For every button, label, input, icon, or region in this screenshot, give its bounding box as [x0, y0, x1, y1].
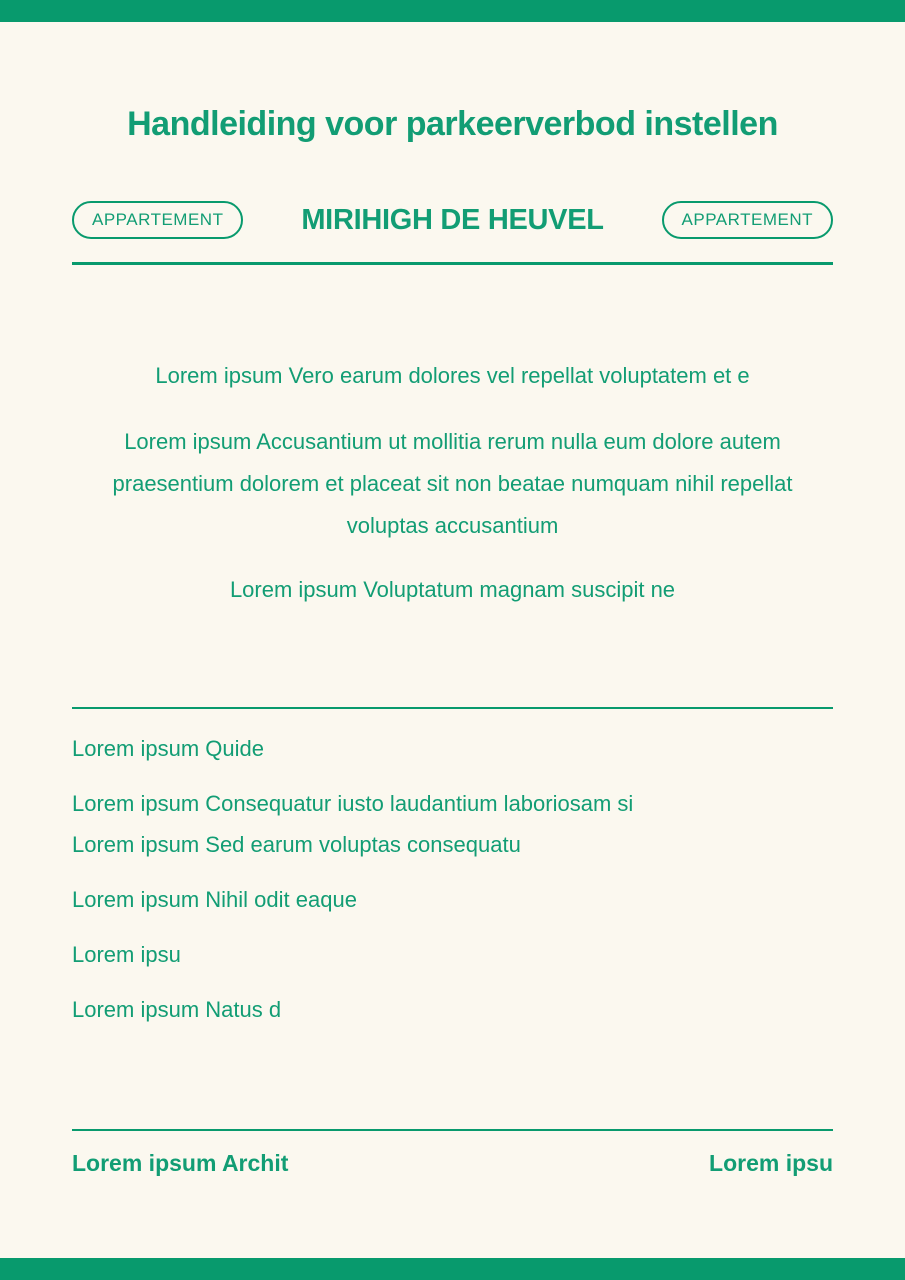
list-item: Lorem ipsum Sed earum voluptas consequatu [72, 832, 521, 857]
list-item: Lorem ipsum Quide [72, 736, 264, 761]
divider-top [72, 262, 833, 265]
footer [72, 1149, 833, 1177]
divider-middle [72, 707, 833, 709]
page-title: Handleiding voor parkeerverbod instellen [127, 105, 778, 143]
footer-left-text: Lorem ipsum Archit [72, 1150, 289, 1176]
top-accent-bar [0, 0, 905, 22]
divider-bottom [72, 1129, 833, 1131]
bottom-accent-bar [0, 1258, 905, 1280]
list-item: Lorem ipsum Natus d [72, 997, 282, 1022]
list-item: Lorem ipsum Consequatur iusto laudantium laboriosam si [72, 791, 634, 816]
header-row [72, 201, 833, 239]
intro-paragraph-1: Lorem ipsum Vero earum dolores vel repellat voluptatem et e [155, 363, 750, 388]
apartment-badge-right: APPARTEMENT [662, 201, 833, 239]
content-area [0, 103, 905, 1177]
apartment-badge-left: APPARTEMENT [72, 201, 243, 239]
intro-paragraph-3: Lorem ipsum Voluptatum magnam suscipit ne [229, 577, 676, 602]
building-name: MIRIHIGH DE HEUVEL [301, 203, 604, 236]
intro-section [72, 355, 833, 611]
list-item: Lorem ipsum Nihil odit eaque [72, 887, 357, 912]
intro-paragraph-2: Lorem ipsum Accusantium ut mollitia rerum nulla eum dolore autem praesentium dolorem et placeat sit non beatae numquam nihil repellat voluptas accusantium [112, 429, 793, 538]
footer-right-text: Lorem ipsu [709, 1150, 833, 1176]
list-item: Lorem ipsu [72, 942, 181, 967]
steps-list [72, 737, 833, 1022]
